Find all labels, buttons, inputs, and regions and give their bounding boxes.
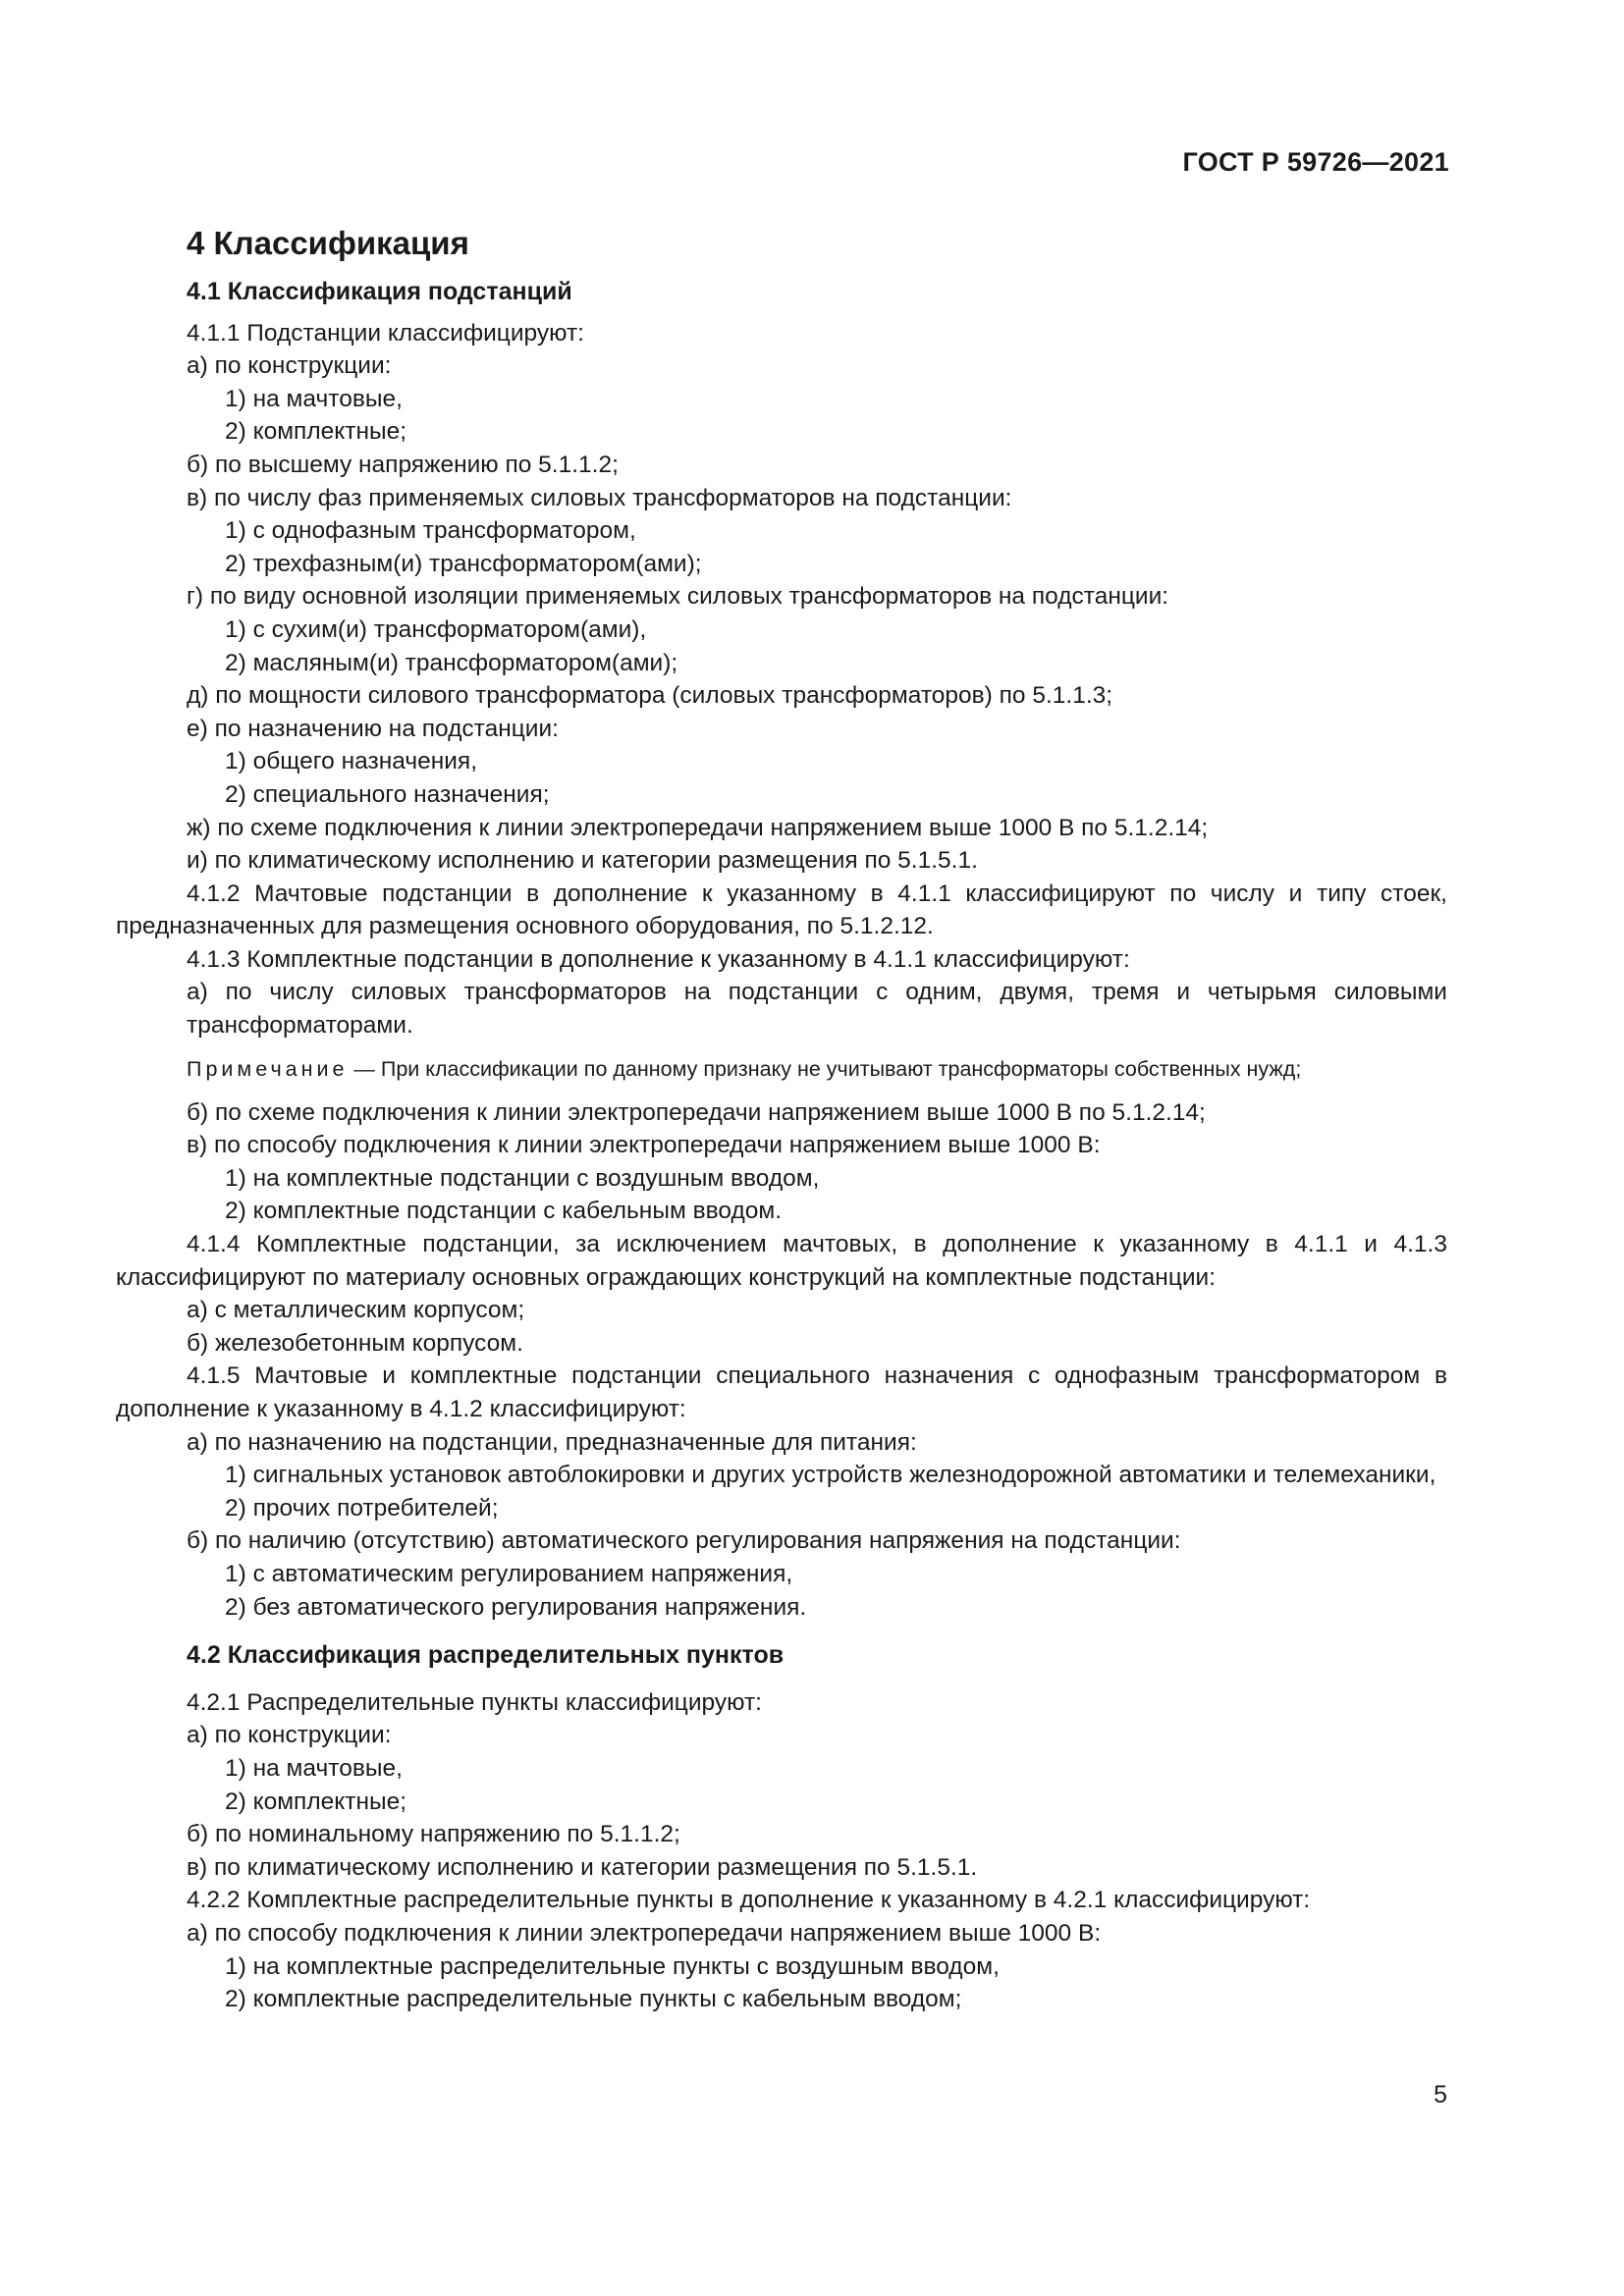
list-item: 2) масляным(и) трансформатором(ами);: [225, 649, 678, 676]
list-item: в) по климатическому исполнению и категории размещения по 5.1.5.1.: [187, 1853, 978, 1881]
paragraph-4-1-2: 4.1.2 Мачтовые подстанции в дополнение к указанному в 4.1.1 классифицируют по числу и типу стоек, предназначенных для размещения основного оборудования, по 5.1.2.12.: [116, 880, 1447, 940]
list-item: а) по способу подключения к линии электропередачи напряжением выше 1000 В:: [187, 1919, 1102, 1947]
list-item: а) по конструкции:: [187, 1722, 392, 1749]
paragraph-4-2-2: 4.2.2 Комплектные распределительные пункты в дополнение к указанному в 4.2.1 классифицируют:: [187, 1887, 1311, 1914]
list-item: в) по числу фаз применяемых силовых трансформаторов на подстанции:: [187, 484, 1012, 511]
subsection-title-4-2: 4.2 Классификация распределительных пунктов: [187, 1641, 785, 1670]
note: [116, 1054, 1447, 1085]
list-item: в) по способу подключения к линии электропередачи напряжением выше 1000 В:: [187, 1132, 1101, 1159]
list-item: г) по виду основной изоляции применяемых силовых трансформаторов на подстанции:: [187, 583, 1169, 611]
paragraph-4-1-4: 4.1.4 Комплектные подстанции, за исключением мачтовых, в дополнение к указанному в 4.1.1 и 4.1.3 классифицируют по материалу основных ограждающих конструкций на комплектные подстанции:: [116, 1231, 1447, 1291]
list-item: 2) трехфазным(и) трансформатором(ами);: [225, 550, 702, 577]
paragraph-4-1-3: 4.1.3 Комплектные подстанции в дополнение к указанному в 4.1.1 классифицируют:: [187, 945, 1130, 973]
list-item: 1) с сухим(и) трансформатором(ами),: [225, 615, 647, 643]
list-item: а) по числу силовых трансформаторов на подстанции с одним, двумя, тремя и четырьмя силовыми трансформаторами.: [187, 979, 1447, 1040]
list-item: б) по высшему напряжению по 5.1.1.2;: [187, 451, 619, 478]
page-number: 5: [1434, 2081, 1447, 2109]
standard-code-header: ГОСТ Р 59726—2021: [1182, 147, 1449, 177]
list-item: б) по номинальному напряжению по 5.1.1.2;: [187, 1821, 680, 1848]
list-item: д) по мощности силового трансформатора (силовых трансформаторов) по 5.1.1.3;: [187, 682, 1113, 710]
list-item: и) по климатическому исполнению и категории размещения по 5.1.5.1.: [187, 847, 978, 875]
list-item: 2) комплектные распределительные пункты с кабельным вводом;: [225, 1986, 962, 2013]
subsection-title-4-1: 4.1 Классификация подстанций: [187, 278, 572, 305]
list-item: 2) прочих потребителей;: [225, 1494, 499, 1522]
paragraph-4-1-1: 4.1.1 Подстанции классифицируют:: [187, 319, 584, 347]
document-body: [116, 224, 1447, 2016]
list-item: е) по назначению на подстанции:: [187, 715, 559, 742]
list-item: 1) сигнальных установок автоблокировки и других устройств железнодорожной автоматики и телемеханики,: [225, 1462, 1436, 1489]
paragraph-4-2-1: 4.2.1 Распределительные пункты классифицируют:: [187, 1688, 762, 1716]
list-item: 1) с автоматическим регулированием напряжения,: [225, 1560, 793, 1587]
list-item: 2) комплектные;: [225, 1788, 407, 1815]
list-item: а) по конструкции:: [187, 352, 392, 380]
list-item: ж) по схеме подключения к линии электропередачи напряжением выше 1000 В по 5.1.2.14;: [187, 814, 1209, 841]
list-item: 2) специального назначения;: [225, 780, 550, 808]
paragraph-4-1-5: 4.1.5 Мачтовые и комплектные подстанции специального назначения с однофазным трансформатором в дополнение к указанному в 4.1.2 классифицируют:: [116, 1362, 1447, 1422]
section-title: 4 Классификация: [187, 225, 469, 261]
list-item: б) по схеме подключения к линии электропередачи напряжением выше 1000 В по 5.1.2.14;: [187, 1098, 1206, 1126]
list-item: а) с металлическим корпусом;: [187, 1297, 525, 1324]
list-item: 1) на комплектные подстанции с воздушным вводом,: [225, 1164, 820, 1192]
list-item: 2) комплектные;: [225, 418, 407, 446]
list-item: б) железобетонным корпусом.: [187, 1329, 523, 1357]
list-item: 1) на мачтовые,: [225, 1754, 403, 1782]
list-item: 1) общего назначения,: [225, 748, 477, 775]
list-item: 1) на комплектные распределительные пункты с воздушным вводом,: [225, 1952, 1000, 1980]
list-item: б) по наличию (отсутствию) автоматического регулирования напряжения на подстанции:: [187, 1527, 1181, 1555]
list-item: 1) с однофазным трансформатором,: [225, 517, 636, 545]
note-label: Примечание: [187, 1056, 349, 1081]
list-item: 1) на мачтовые,: [225, 385, 403, 412]
list-item: 2) без автоматического регулирования напряжения.: [225, 1593, 807, 1621]
list-item: а) по назначению на подстанции, предназначенные для питания:: [187, 1428, 917, 1456]
list-item: 2) комплектные подстанции с кабельным вводом.: [225, 1198, 783, 1225]
note-text: — При классификации по данному признаку не учитывают трансформаторы собственных нужд;: [348, 1056, 1302, 1081]
